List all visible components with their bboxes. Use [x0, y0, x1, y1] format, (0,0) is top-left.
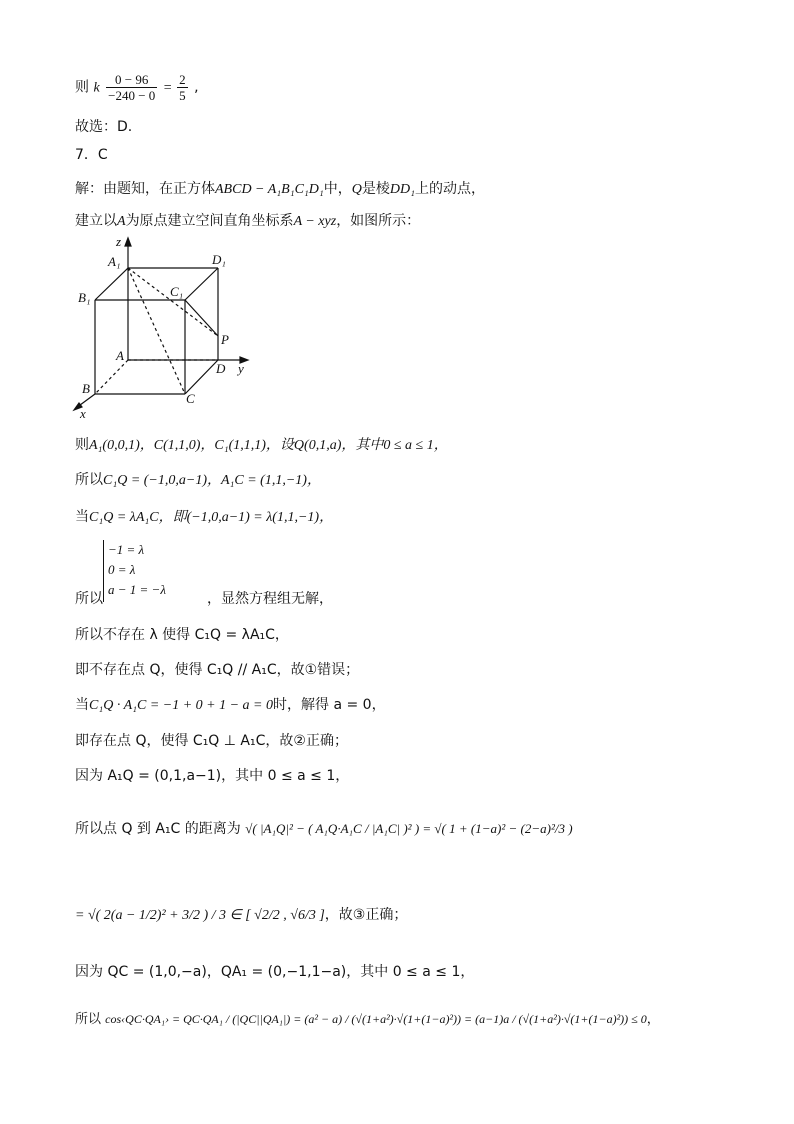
points-expression: A₁(0,0,1)，C(1,1,0)，C₁(1,1,1)，设Q(0,1,a)，其中0 ≤ a ≤ 1， — [89, 438, 448, 453]
label-c: C — [186, 391, 195, 406]
label-z: z — [116, 236, 122, 249]
parallel-condition-line — [75, 508, 333, 527]
edge-dd1: DD₁ — [389, 182, 415, 197]
slope-line — [75, 72, 199, 103]
label-b: B — [82, 381, 90, 396]
origin-point: A — [117, 214, 126, 229]
because-2-line: 因为 QC = (1,0,−a)，QA₁ = (0,−1,1−a)，其中 0 ≤ a ≤ 1， — [75, 964, 475, 980]
label-p: P — [221, 332, 229, 347]
label-a1: A₁ — [108, 254, 121, 269]
answer-line: 故选：D. — [75, 119, 133, 135]
label-c1: C₁ — [170, 284, 184, 299]
claim-1-line: 即不存在点 Q，使得 C₁Q // A₁C，故①错误； — [75, 662, 360, 678]
text: 为原点建立空间直角坐标系 — [125, 213, 294, 229]
distance-expression: √( |A₁Q|² − ( A₁Q·A₁C / |A₁C| )² ) = √( 1 + (1−a)² − (2−a)²/3 ) — [245, 821, 573, 836]
text: 时，解得 a = 0， — [273, 697, 386, 713]
dot-product-line — [75, 696, 386, 715]
label-d: D — [216, 361, 226, 376]
label-d1: D₁ — [212, 252, 226, 267]
text: 则 — [75, 437, 89, 453]
system-eq-2: 0 = λ — [108, 562, 136, 577]
prefix-text: 则 — [75, 79, 89, 96]
slope-fraction — [106, 72, 157, 103]
range-expression: = √( 2(a − 1/2)² + 3/2 ) / 3 ∈ [ √2/2 , √6/3 ] — [75, 908, 325, 923]
text: 是棱 — [361, 181, 390, 197]
system-eq-1: −1 = λ — [108, 542, 145, 557]
text: 所以 — [75, 591, 103, 607]
text: 解：由题知，在正方体 — [75, 181, 215, 197]
points-line — [75, 436, 448, 455]
point-q: Q — [351, 182, 362, 197]
label-y: y — [238, 361, 244, 376]
text: 上的动点， — [415, 181, 485, 197]
system-eq-3: a − 1 = −λ — [108, 582, 166, 597]
distance-line — [75, 820, 573, 838]
no-lambda-line: 所以不存在 λ 使得 C₁Q = λA₁C， — [75, 627, 289, 643]
text: 所以点 Q 到 A₁C 的距离为 — [75, 821, 241, 837]
z-arrow — [125, 238, 131, 246]
question-number: 7．C — [75, 147, 108, 163]
solution-intro — [75, 180, 485, 199]
result-fraction — [177, 72, 188, 103]
coordinate-setup — [75, 212, 420, 231]
text: ，如图所示： — [336, 213, 421, 229]
cosine-expression: cos‹QC·QA₁› = QC·QA₁ / (|QC||QA₁|) = (a² − a) / (√(1+a²)·√(1+(1−a)²)) = (a−1)a / (√(1+a²)·√(1+(1−a)²)) ≤ 0 — [105, 1012, 647, 1026]
result-numerator: 2 — [179, 72, 186, 87]
dot-product-expression: C₁Q · A₁C = −1 + 0 + 1 − a = 0 — [89, 698, 274, 713]
text: 所以 — [75, 1012, 102, 1027]
label-x: x — [80, 406, 86, 421]
equals-sign: = — [163, 80, 176, 96]
range-line — [75, 906, 407, 925]
vectors-line — [75, 471, 321, 490]
slope-symbol: k — [93, 80, 100, 96]
text: 当 — [75, 697, 89, 713]
text: ，显然方程组无解， — [207, 591, 333, 607]
because-1-line: 因为 A₁Q = (0,1,a−1)，其中 0 ≤ a ≤ 1， — [75, 768, 350, 784]
vectors-expression: C₁Q = (−1,0,a−1)，A₁C = (1,1,−1)， — [103, 473, 321, 488]
claim-2-line: 即存在点 Q，使得 C₁Q ⊥ A₁C，故②正确； — [75, 733, 348, 749]
parallel-expression: C₁Q = λA₁C，即(−1,0,a−1) = λ(1,1,−1)， — [89, 510, 334, 525]
text: ，故③正确； — [324, 907, 408, 923]
text: 当 — [75, 509, 89, 525]
label-a: A — [116, 348, 124, 363]
comma: , — [194, 79, 199, 96]
cube-figure — [70, 236, 270, 421]
text: 所以 — [75, 472, 103, 488]
text: 建立以 — [75, 213, 117, 229]
system-line — [75, 590, 333, 608]
cosine-line — [75, 1010, 660, 1029]
cube-name: ABCD − A₁B₁C₁D₁ — [215, 182, 324, 197]
slope-numerator: 0 − 96 — [106, 72, 157, 88]
text: 中， — [323, 181, 352, 197]
coordinate-system: A − xyz — [293, 214, 337, 229]
slope-denominator: −240 − 0 — [108, 88, 156, 103]
text: ， — [646, 1012, 660, 1027]
label-b1: B₁ — [78, 290, 91, 305]
result-denominator: 5 — [179, 88, 186, 103]
